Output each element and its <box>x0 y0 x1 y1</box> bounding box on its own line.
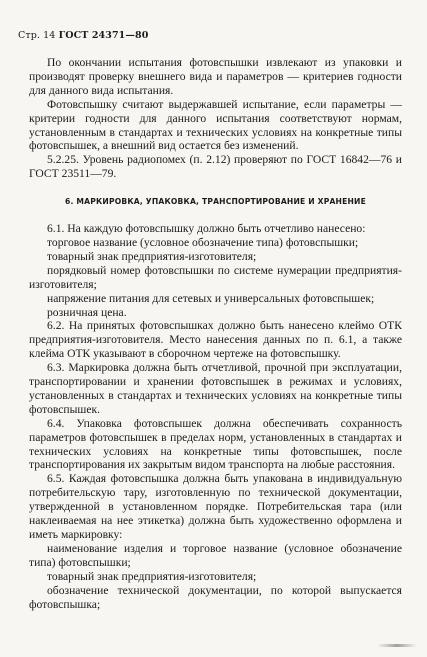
paragraph: 6.3. Маркировка должна быть отчетливой, прочной при эксплуатации, транспортировании и хранении фотовспышек в режимах и условиях, установленных в стандартах и технических условиях на конкретные типы фотовспышек. <box>29 361 402 416</box>
list-item: обозначение технической документации, по которой выпускается фотовспышка; <box>29 583 402 611</box>
paragraph: 6.1. На каждую фотовспышку должно быть отчетливо нанесено: <box>47 222 366 236</box>
section-title: 6. МАРКИРОВКА, УПАКОВКА, ТРАНСПОРТИРОВАНИЕ И ХРАНЕНИЕ <box>65 197 366 207</box>
page-label: Стр. 14 <box>18 30 56 41</box>
list-item: напряжение питания для сетевых и универсальных фотовспышек; <box>47 291 375 305</box>
paragraph: 6.5. Каждая фотовспышка должна быть упакована в индивидуальную потребительскую тару, изготовленную по технической документации, утвержденной в установленном порядке. Потребительская тара (или наклеиваемая на нее этикетка) должна быть художественно оформлена и иметь маркировку: <box>29 472 402 541</box>
list-item: порядковый номер фотовспышки по системе нумерации предприятия-изготовителя; <box>29 263 402 291</box>
paragraph: 6.2. На принятых фотовспышках должно быть нанесено клеймо ОТК предприятия-изготовителя. Место нанесения данных по п. 6.1, а также клейма ОТК указывают в сборочном чертеже на фотовспышку. <box>29 319 402 361</box>
paragraph: По окончании испытания фотовспышки извлекают из упаковки и производят проверку внешнего вида и параметров — критериев годности для данного вида испытания. <box>29 56 402 97</box>
list-item: розничная цена. <box>47 305 127 319</box>
page-header <box>18 30 148 41</box>
list-item: товарный знак предприятия-изготовителя; <box>47 249 257 263</box>
list-item: наименование изделия и торговое название (условное обозначение типа) фотовспышки; <box>29 541 402 569</box>
document-body <box>29 56 402 611</box>
paragraph: Фотовспышку считают выдержавшей испытание, если параметры — критерии годности для данного испытания соответствуют нормам, установленным в стандартах и технических условиях на конкретные типы фотовспышек, а внешний вид остается без изменений. <box>29 97 402 153</box>
paragraph: 6.4. Упаковка фотовспышек должна обеспечивать сохранность параметров фотовспышек в пределах норм, установленных в стандартах и технических условиях на конкретные типы фотовспышек, после транспортирования их закрытым видом транспорта на любые расстояния. <box>29 416 402 472</box>
scan-mark <box>377 644 417 647</box>
list-item: товарный знак предприятия-изготовителя; <box>47 569 257 583</box>
standard-number: ГОСТ 24371—80 <box>58 30 149 41</box>
list-item: торговое название (условное обозначение типа) фотовспышки; <box>47 235 359 249</box>
paragraph: 5.2.25. Уровень радиопомех (п. 2.12) проверяют по ГОСТ 16842—76 и ГОСТ 23511—79. <box>29 153 402 181</box>
